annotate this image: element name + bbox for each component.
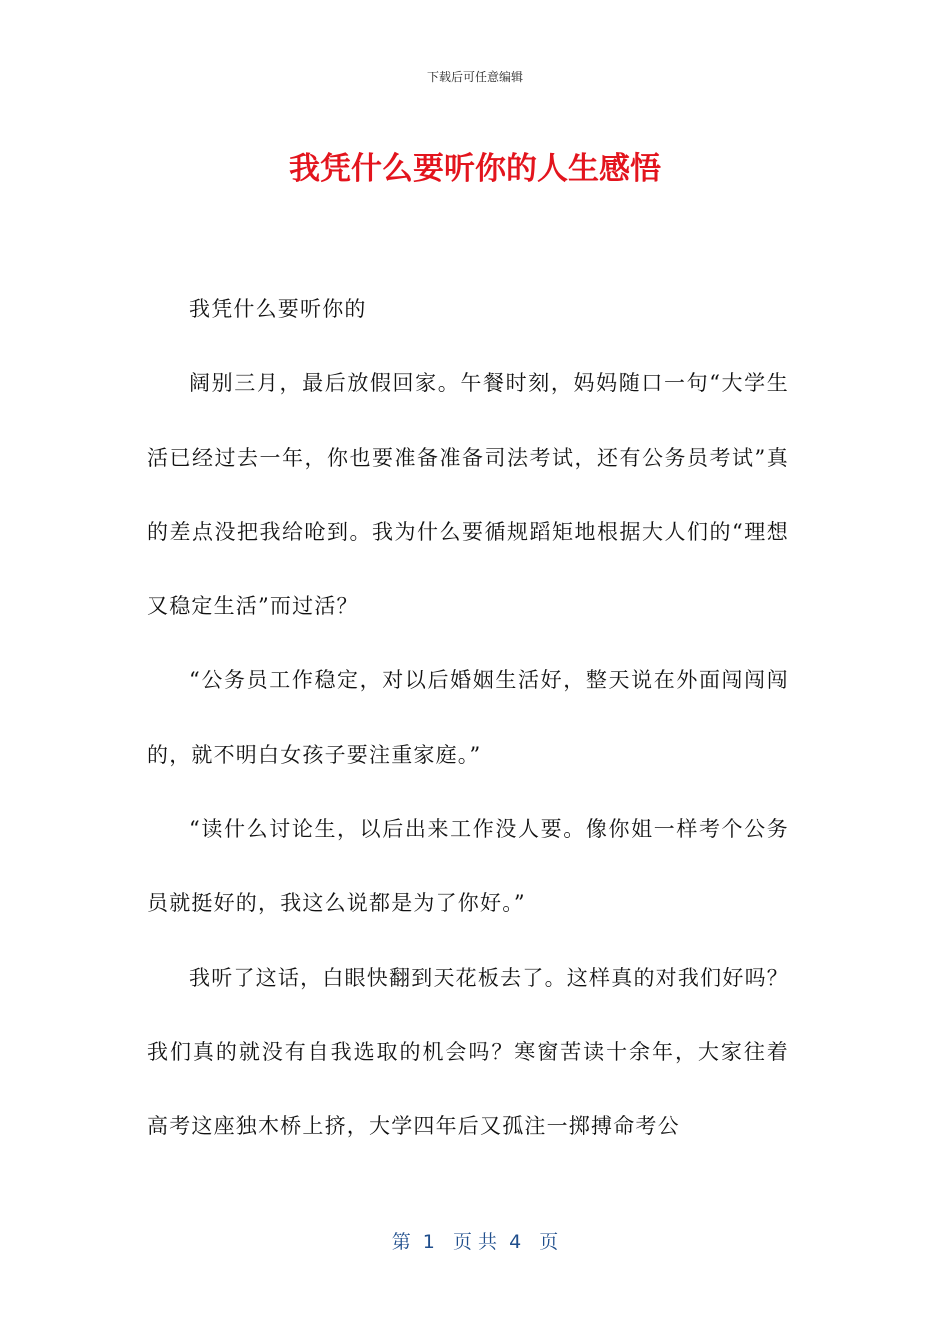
page-number: 第 1 页 共 4 页 <box>391 1231 559 1253</box>
header-note: 下载后可任意编辑 <box>426 70 523 84</box>
paragraph: “公务员工作稳定，对以后婚姻生活好，整天说在外面闯闯闯的，就不明白女孩子要注重家庭。” <box>147 668 789 767</box>
document-title: 我凭什么要听你的人生感悟 <box>289 151 661 187</box>
document-body <box>147 272 789 1164</box>
paragraph: 阔别三月，最后放假回家。午餐时刻，妈妈随口一句“大学生活已经过去一年，你也要准备准备司法考试，还有公务员考试”真的差点没把我给呛到。我为什么要循规蹈矩地根据大人们的“理想又稳定生活”而过活？ <box>147 371 789 619</box>
paragraph: 我听了这话，白眼快翻到天花板去了。这样真的对我们好吗？我们真的就没有自我选取的机会吗？寒窗苦读十余年，大家往着高考这座独木桥上挤，大学四年后又孤注一掷搏命考公 <box>147 965 789 1139</box>
paragraph: 我凭什么要听你的 <box>189 297 367 321</box>
paragraph: “读什么讨论生，以后出来工作没人要。像你姐一样考个公务员就挺好的，我这么说都是为了你好。” <box>147 817 789 916</box>
